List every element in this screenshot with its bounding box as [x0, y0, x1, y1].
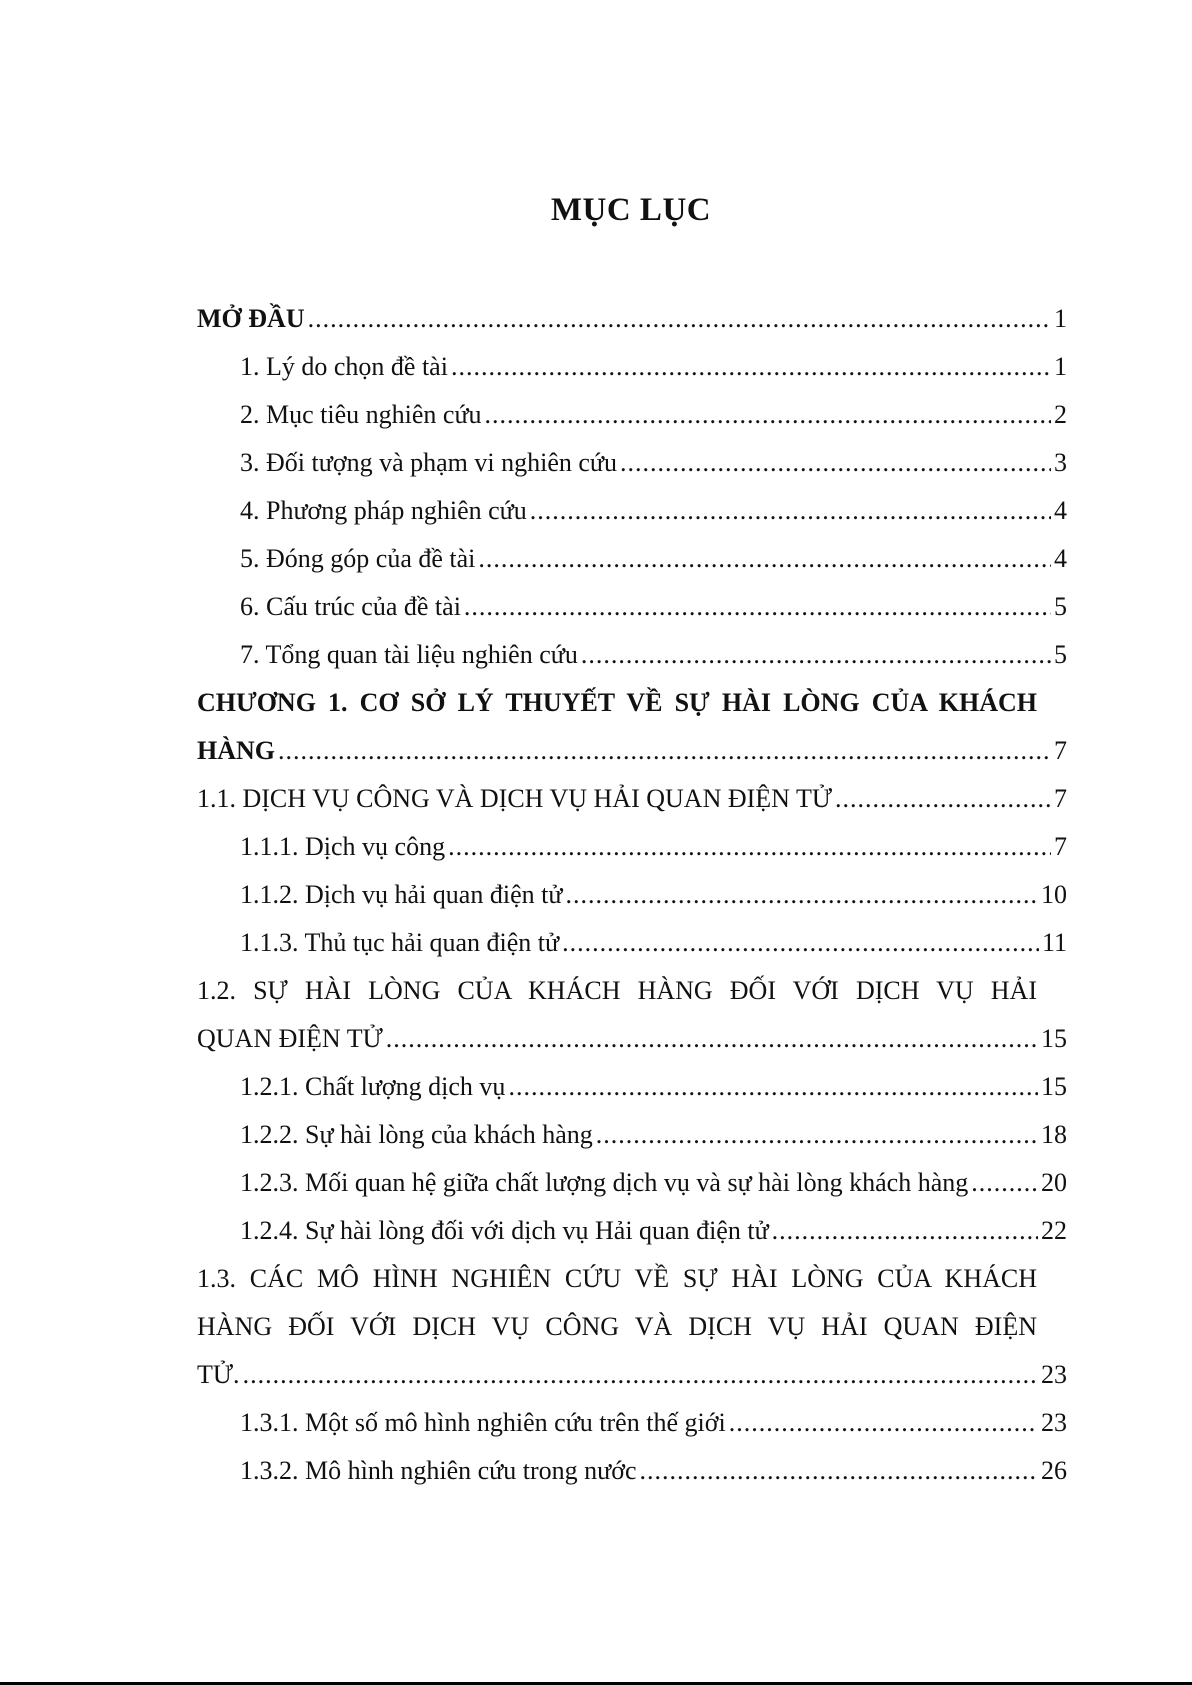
- toc-entry-text: 1.2.1. Chất lượng dịch vụ: [240, 1072, 506, 1101]
- toc-entry-text: 1.1.2. Dịch vụ hải quan điện tử: [240, 880, 563, 909]
- dot-leader: [243, 1351, 1038, 1399]
- toc-entry-text: 3. Đối tượng và phạm vi nghiên cứu: [240, 448, 617, 477]
- dot-leader: [729, 1399, 1038, 1447]
- dot-leader: [451, 343, 1051, 391]
- toc-page-number: 4: [1054, 496, 1067, 525]
- toc-entry-text: 2. Mục tiêu nghiên cứu: [240, 400, 482, 429]
- toc-entry-text: 7. Tổng quan tài liệu nghiên cứu: [240, 640, 578, 669]
- toc-page-number: 5: [1054, 640, 1067, 669]
- toc-entry: [197, 823, 1067, 871]
- toc-entry: [197, 1111, 1067, 1159]
- toc-entry-text: MỞ ĐẦU: [197, 304, 305, 333]
- toc-page-number: 1: [1054, 352, 1067, 381]
- toc-entry-text: 1. Lý do chọn đề tài: [240, 352, 448, 381]
- dot-leader: [772, 1207, 1038, 1255]
- dot-leader: [478, 535, 1051, 583]
- toc-page-number: 15: [1041, 1072, 1067, 1101]
- toc-entry-text: 1.2.2. Sự hài lòng của khách hàng: [240, 1120, 593, 1149]
- toc-entry: [197, 1159, 1067, 1207]
- dot-leader: [835, 775, 1051, 823]
- dot-leader: [278, 727, 1051, 775]
- toc-page-number: 18: [1041, 1120, 1067, 1149]
- toc-entry: [197, 487, 1067, 535]
- toc-entry: [197, 295, 1067, 343]
- toc-entry-text: 1.3.1. Một số mô hình nghiên cứu trên thế giới: [240, 1408, 726, 1437]
- toc-entry-text: QUAN ĐIỆN TỬ: [197, 1024, 383, 1053]
- dot-leader: [565, 871, 1038, 919]
- toc-entry: [197, 1399, 1067, 1447]
- toc-entry-text: 1.1.1. Dịch vụ công: [240, 832, 446, 861]
- toc-page-number: 23: [1041, 1360, 1067, 1389]
- toc-entry-text-line: CHƯƠNG 1. CƠ SỞ LÝ THUYẾT VỀ SỰ HÀI LÒNG CỦA KHÁCH: [197, 688, 1037, 717]
- dot-leader: [640, 1447, 1039, 1495]
- toc-entry: [197, 871, 1067, 919]
- toc-entry-text-line: 1.2. SỰ HÀI LÒNG CỦA KHÁCH HÀNG ĐỐI VỚI DỊCH VỤ HẢI: [197, 976, 1037, 1005]
- toc-entry: [197, 967, 1067, 1063]
- toc-page-number: 7: [1054, 784, 1067, 813]
- toc-page-number: 7: [1054, 832, 1067, 861]
- dot-leader: [485, 391, 1051, 439]
- toc-entry-text: 6. Cấu trúc của đề tài: [240, 592, 461, 621]
- toc-page-number: 10: [1041, 880, 1067, 909]
- toc-entry: [197, 439, 1067, 487]
- dot-leader: [581, 631, 1051, 679]
- dot-leader: [971, 1159, 1038, 1207]
- toc-entry: [197, 1255, 1067, 1399]
- toc-entry: [197, 535, 1067, 583]
- toc-page-number: 23: [1041, 1408, 1067, 1437]
- table-of-contents: [197, 295, 1067, 1495]
- toc-entry-text: 1.1. DỊCH VỤ CÔNG VÀ DỊCH VỤ HẢI QUAN ĐIỆN TỬ: [197, 784, 833, 813]
- toc-entry-text: 1.3.2. Mô hình nghiên cứu trong nước: [240, 1456, 637, 1485]
- dot-leader: [620, 439, 1051, 487]
- toc-page-number: 11: [1041, 928, 1067, 957]
- toc-page-number: 26: [1041, 1456, 1067, 1485]
- dot-leader: [508, 1063, 1038, 1111]
- toc-page-number: 20: [1041, 1168, 1067, 1197]
- toc-page-number: 7: [1054, 736, 1067, 765]
- dot-leader: [530, 487, 1051, 535]
- toc-entry-text: 4. Phương pháp nghiên cứu: [240, 496, 527, 525]
- toc-entry: [197, 1063, 1067, 1111]
- page-title: MỤC LỤC: [550, 192, 712, 228]
- toc-entry: [197, 583, 1067, 631]
- toc-entry-text-line: HÀNG ĐỐI VỚI DỊCH VỤ CÔNG VÀ DỊCH VỤ HẢI QUAN ĐIỆN: [197, 1312, 1037, 1341]
- toc-entry: [197, 1447, 1067, 1495]
- toc-page-number: 1: [1054, 304, 1067, 333]
- toc-page-number: 4: [1054, 544, 1067, 573]
- toc-page-number: 2: [1054, 400, 1067, 429]
- toc-page-number: 15: [1041, 1024, 1067, 1053]
- toc-entry: [197, 391, 1067, 439]
- toc-entry: [197, 775, 1067, 823]
- dot-leader: [448, 823, 1051, 871]
- toc-entry-text: TỬ.: [197, 1360, 240, 1389]
- toc-entry: [197, 1207, 1067, 1255]
- dot-leader: [464, 583, 1051, 631]
- toc-page-number: 3: [1054, 448, 1067, 477]
- dot-leader: [596, 1111, 1038, 1159]
- dot-leader: [386, 1015, 1038, 1063]
- toc-entry-text: 5. Đóng góp của đề tài: [240, 544, 476, 573]
- toc-entry: [197, 343, 1067, 391]
- toc-entry: [197, 631, 1067, 679]
- toc-entry-text-line: 1.3. CÁC MÔ HÌNH NGHIÊN CỨU VỀ SỰ HÀI LÒNG CỦA KHÁCH: [197, 1264, 1037, 1293]
- toc-entry-text: 1.2.4. Sự hài lòng đối với dịch vụ Hải quan điện tử: [240, 1216, 769, 1245]
- dot-leader: [562, 919, 1039, 967]
- dot-leader: [308, 295, 1051, 343]
- toc-entry-text: HÀNG: [197, 736, 275, 765]
- toc-page-number: 22: [1041, 1216, 1067, 1245]
- toc-entry: [197, 919, 1067, 967]
- toc-entry-text: 1.1.3. Thủ tục hải quan điện tử: [240, 928, 560, 957]
- toc-chapter-entry: [197, 679, 1067, 775]
- toc-entry-text: 1.2.3. Mối quan hệ giữa chất lượng dịch vụ và sự hài lòng khách hàng: [240, 1168, 969, 1197]
- toc-page-number: 5: [1054, 592, 1067, 621]
